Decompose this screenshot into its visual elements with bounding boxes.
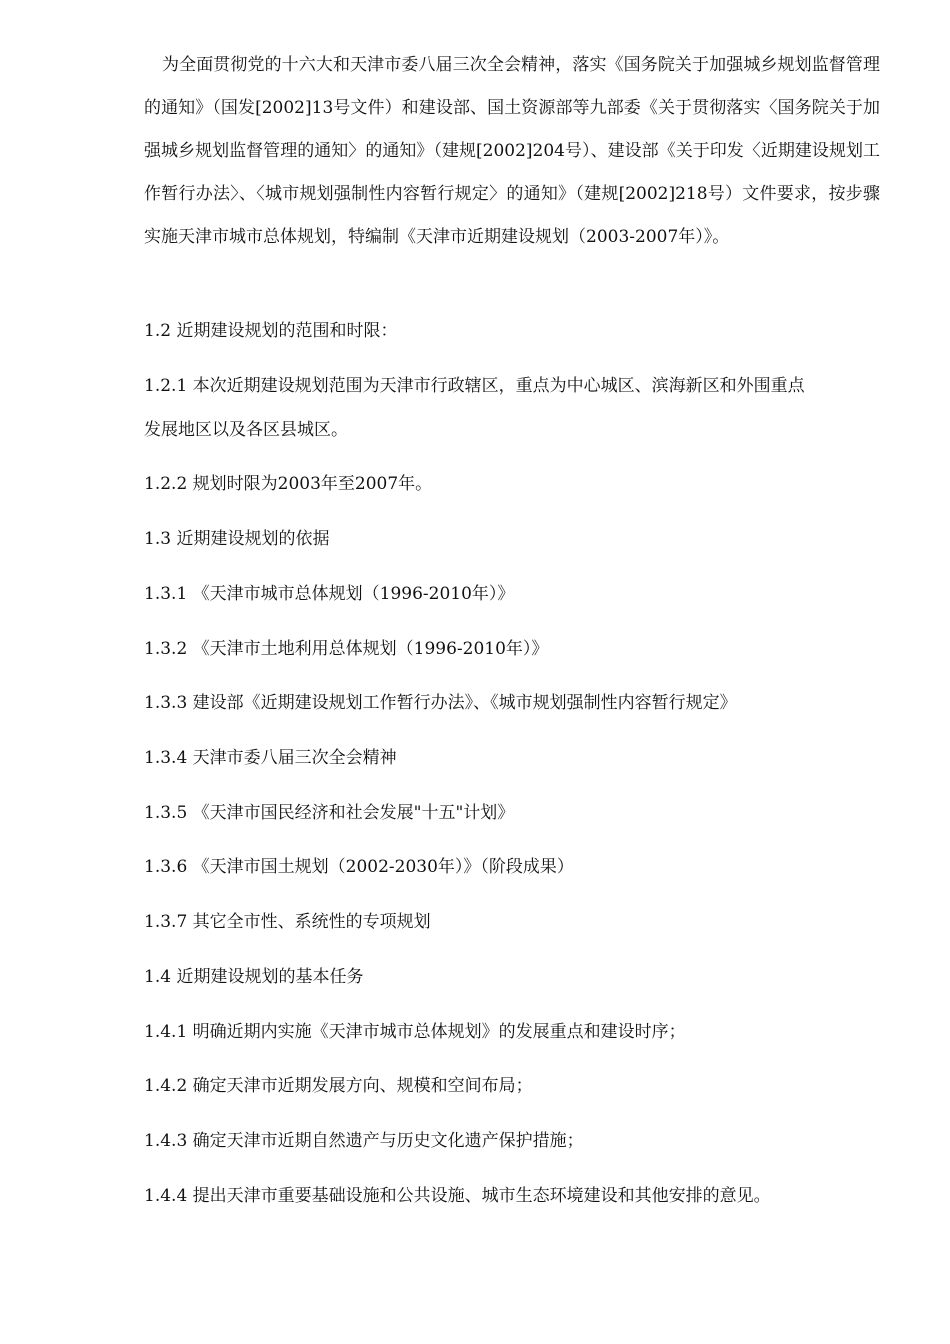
- section-1-3-1: 1.3.1 《天津市城市总体规划（1996-2010年）》: [144, 584, 515, 604]
- section-1-4-heading: 1.4 近期建设规划的基本任务: [144, 967, 364, 987]
- section-1-3-2: 1.3.2 《天津市土地利用总体规划（1996-2010年）》: [144, 639, 549, 659]
- section-1-4-3: 1.4.3 确定天津市近期自然遗产与历史文化遗产保护措施；: [144, 1131, 584, 1151]
- intro-paragraph: 为全面贯彻党的十六大和天津市委八届三次全会精神，落实《国务院关于加强城乡规划监督管理的通知》（国发[2002]13号文件）和建设部、国土资源部等九部委《关于贯彻落实〈国务院关于加强城乡规划监督管理的通知〉的通知》（建规[2002]204号）、建设部《关于印发〈近期建设规划工作暂行办法〉、〈城市规划强制性内容暂行规定〉的通知》（建规[2002]218号）文件要求，按步骤实施天津市城市总体规划，特编制《天津市近期建设规划（2003-2007年）》。: [144, 55, 880, 247]
- section-1-4-4: 1.4.4 提出天津市重要基础设施和公共设施、城市生态环境建设和其他安排的意见。: [144, 1186, 771, 1206]
- section-1-3-7: 1.3.7 其它全市性、系统性的专项规划: [144, 912, 431, 932]
- section-1-2-1-line-2: 发展地区以及各区县城区。: [144, 420, 348, 440]
- section-1-4-1: 1.4.1 明确近期内实施《天津市城市总体规划》的发展重点和建设时序；: [144, 1022, 686, 1042]
- section-1-3-6: 1.3.6 《天津市国土规划（2002-2030年）》（阶段成果）: [144, 857, 574, 877]
- section-1-3-5: 1.3.5 《天津市国民经济和社会发展"十五"计划》: [144, 803, 515, 823]
- section-1-2-1-line-1: 1.2.1 本次近期建设规划范围为天津市行政辖区，重点为中心城区、滨海新区和外围重点: [144, 376, 805, 396]
- section-1-2-2: 1.2.2 规划时限为2003年至2007年。: [144, 474, 433, 494]
- section-1-3-3: 1.3.3 建设部《近期建设规划工作暂行办法》、《城市规划强制性内容暂行规定》: [144, 693, 737, 713]
- section-1-2-heading: 1.2 近期建设规划的范围和时限：: [144, 321, 398, 341]
- section-1-3-4: 1.3.4 天津市委八届三次全会精神: [144, 748, 397, 768]
- section-1-4-2: 1.4.2 确定天津市近期发展方向、规模和空间布局；: [144, 1076, 533, 1096]
- section-1-3-heading: 1.3 近期建设规划的依据: [144, 529, 330, 549]
